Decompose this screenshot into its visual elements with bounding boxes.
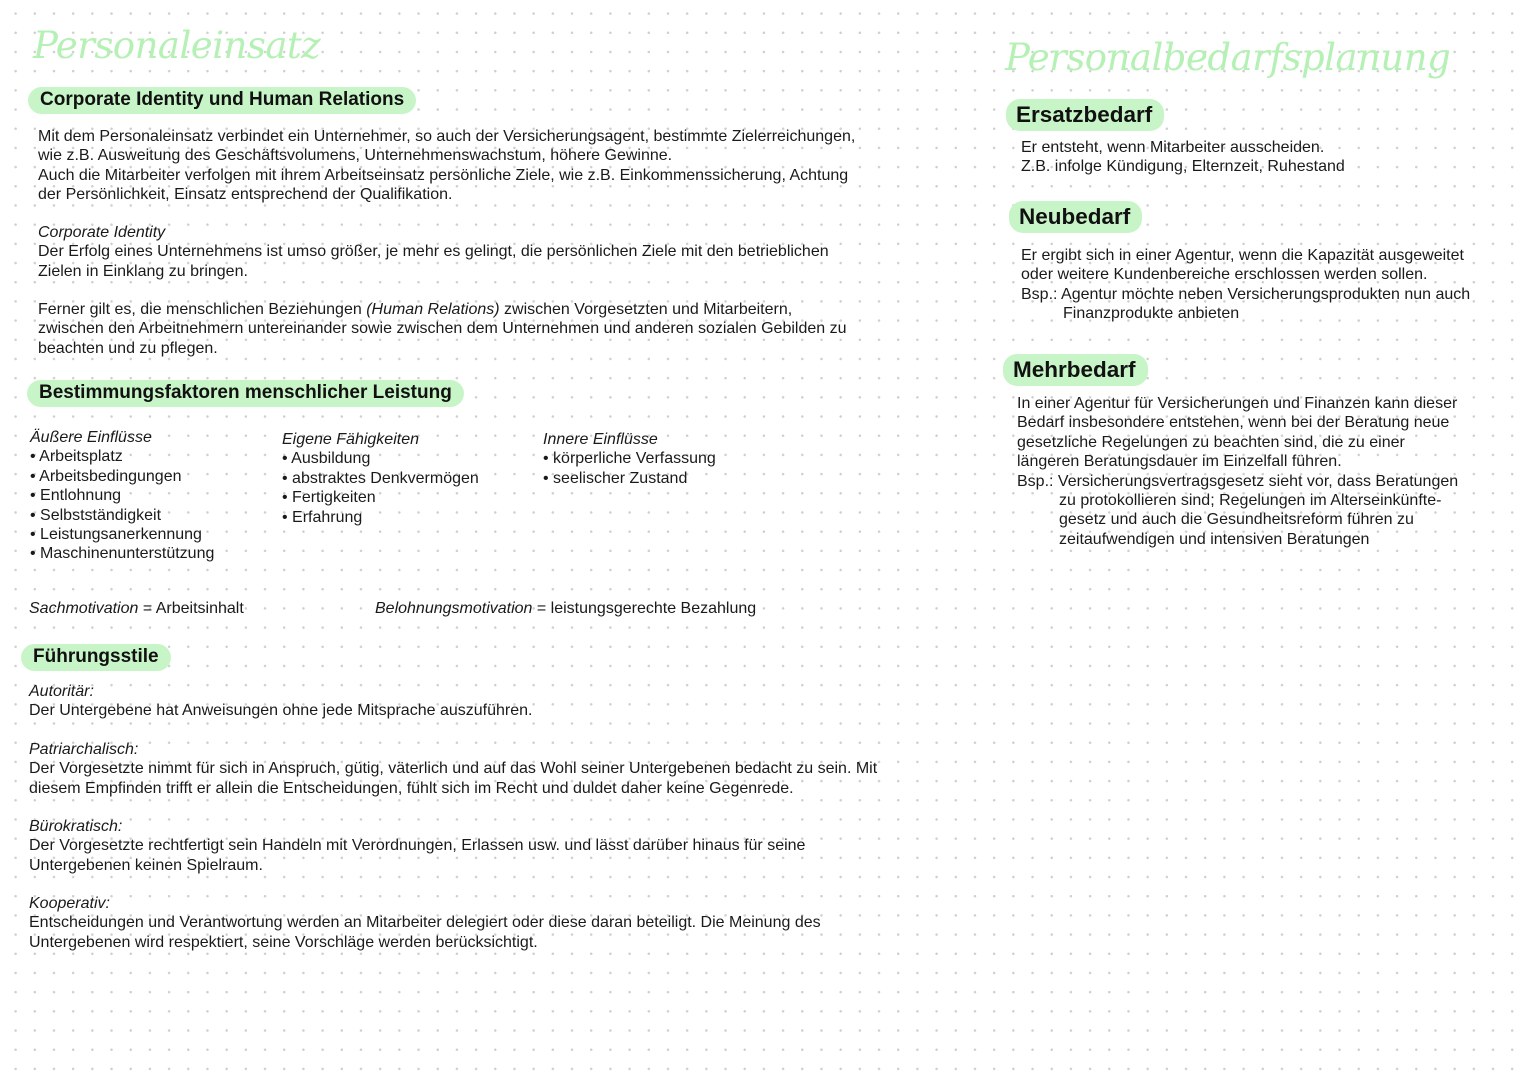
text-line: Der Vorgesetzte nimmt für sich in Anspruch, gütig, väterlich und auf das Wohl seiner Untergebenen bedacht zu sein. Mit [29,760,878,778]
neubedarf-text [1021,246,1470,324]
text-line: Bedarf insbesondere entstehen, wenn bei der Beratung neue [1017,414,1450,432]
list-item: • abstraktes Denkvermögen [282,469,479,487]
text-line: beachten und zu pflegen. [38,339,218,357]
sachmotivation-term: Sachmotivation [29,600,139,617]
factor-column-title: Innere Einflüsse [543,431,658,448]
corporate-intro-paragraph [38,127,855,205]
text-line [38,300,847,319]
belohnungsmotivation-definition: = leistungsgerechte Bezahlung [532,600,757,617]
text-line: Bsp.: Versicherungsvertragsgesetz sieht vor, dass Beratungen [1017,472,1459,490]
factor-column-aeussere [30,428,214,564]
text-line: diesem Empfinden trifft er allein die Entscheidungen, fühlt sich im Recht und duldet daher keine Gegenrede. [29,779,794,797]
belohnungsmotivation-line [375,599,756,618]
text-line: oder weitere Kundenbereiche erschlossen werden sollen. [1021,266,1428,284]
style-label: Autoritär: [29,683,94,700]
style-kooperativ [29,894,821,952]
list-item: • Arbeitsbedingungen [30,467,182,485]
human-relations-term: (Human Relations) [366,301,500,318]
text-line: Untergebenen wird respektiert, seine Vorschläge werden berücksichtigt. [29,933,538,951]
text-line: Zielen in Einklang zu bringen. [38,262,248,280]
style-label: Bürokratisch: [29,818,123,835]
list-item: • körperliche Verfassung [543,450,716,468]
list-item: • Ausbildung [282,450,371,468]
text-line: Der Untergebene hat Anweisungen ohne jede Mitsprache auszuführen. [29,702,533,720]
text-line: zeitaufwendigen und intensiven Beratungen [1059,530,1370,548]
style-label: Patriarchalisch: [29,741,139,758]
text-line: zwischen den Arbeitnehmern untereinander sowie zwischen dem Unternehmen und anderen sozialen Gebilden zu [38,320,847,338]
text-line: der Persönlichkeit, Einsatz entsprechend der Qualifikation. [38,186,453,204]
text-line: Er ergibt sich in einer Agentur, wenn die Kapazität ausgeweitet [1021,247,1464,264]
text-line: In einer Agentur für Versicherungen und Finanzen kann dieser [1017,395,1458,412]
text-line: wie z.B. Ausweitung des Geschäftsvolumens, Unternehmenswachstum, höhere Gewinne. [38,147,673,165]
fuehrungsstile-heading: Führungsstile [21,644,171,671]
text-segment: Ferner gilt es, die menschlichen Beziehungen [38,301,367,318]
text-line: gesetz und auch die Gesundheitsreform führen zu [1059,511,1414,529]
list-item: • Arbeitsplatz [30,448,123,466]
text-line: Der Erfolg eines Unternehmens ist umso größer, je mehr es gelingt, die persönlichen Ziele mit den betrieblichen [38,243,829,261]
corporate-identity-heading: Corporate Identity und Human Relations [28,87,416,114]
list-item: • Maschinenunterstützung [30,545,215,563]
neubedarf-heading: Neubedarf [1009,201,1142,233]
factor-column-eigene [282,430,479,527]
text-line: Er entsteht, wenn Mitarbeiter ausscheiden. [1021,139,1325,156]
text-line: Finanzprodukte anbieten [1063,305,1240,323]
text-line: Untergebenen keinen Spielraum. [29,856,263,874]
bestimmungsfaktoren-heading: Bestimmungsfaktoren menschlicher Leistung [27,380,464,407]
text-line: längeren Beratungsdauer im Einzelfall führen. [1017,453,1342,471]
style-patriarchalisch [29,740,877,798]
right-page-title: Personalbedarfsplanung [1005,36,1451,79]
human-relations-paragraph [38,300,847,358]
text-line: zu protokollieren sind; Regelungen im Alterseinkünfte- [1059,492,1442,510]
list-item: • Erfahrung [282,508,363,526]
style-autoritaer [29,682,532,721]
factor-column-innere [543,430,716,488]
factor-column-title: Äußere Einflüsse [30,429,152,446]
corporate-identity-label: Corporate Identity [38,224,166,241]
sachmotivation-line [29,599,244,618]
ersatzbedarf-heading: Ersatzbedarf [1006,99,1164,131]
mehrbedarf-heading: Mehrbedarf [1003,354,1148,386]
style-label: Kooperativ: [29,895,110,912]
text-line: Z.B. infolge Kündigung, Elternzeit, Ruhestand [1021,158,1345,176]
list-item: • Selbstständigkeit [30,506,162,524]
list-item: • Fertigkeiten [282,489,376,507]
left-page-title: Personaleinsatz [33,24,321,67]
list-item: • seelischer Zustand [543,469,688,487]
text-line: Bsp.: Agentur möchte neben Versicherungsprodukten nun auch [1021,285,1471,303]
text-segment: zwischen Vorgesetzten und Mitarbeitern, [499,301,793,318]
text-line: Entscheidungen und Verantwortung werden an Mitarbeiter delegiert oder diese daran beteiligt. Die Meinung des [29,914,821,932]
text-line: Der Vorgesetzte rechtfertigt sein Handeln mit Verordnungen, Erlassen usw. und lässt darüber hinaus für seine [29,837,806,855]
text-line: Mit dem Personaleinsatz verbindet ein Unternehmer, so auch der Versicherungsagent, bestimmte Zielerreichungen, [38,128,856,145]
belohnungsmotivation-term: Belohnungsmotivation [375,600,533,617]
mehrbedarf-text [1017,394,1458,549]
style-buerokratisch [29,817,805,875]
list-item: • Leistungsanerkennung [30,526,202,544]
text-line: gesetzliche Regelungen zu beachten sind, die zu einer [1017,433,1405,451]
text-line: Auch die Mitarbeiter verfolgen mit ihrem Arbeitseinsatz persönliche Ziele, wie z.B. Einkommenssicherung, Achtung [38,166,849,184]
corporate-identity-paragraph [38,223,829,281]
ersatzbedarf-text [1021,138,1345,177]
list-item: • Entlohnung [30,487,122,505]
factor-column-title: Eigene Fähigkeiten [282,431,419,448]
sachmotivation-definition: = Arbeitsinhalt [138,600,244,617]
